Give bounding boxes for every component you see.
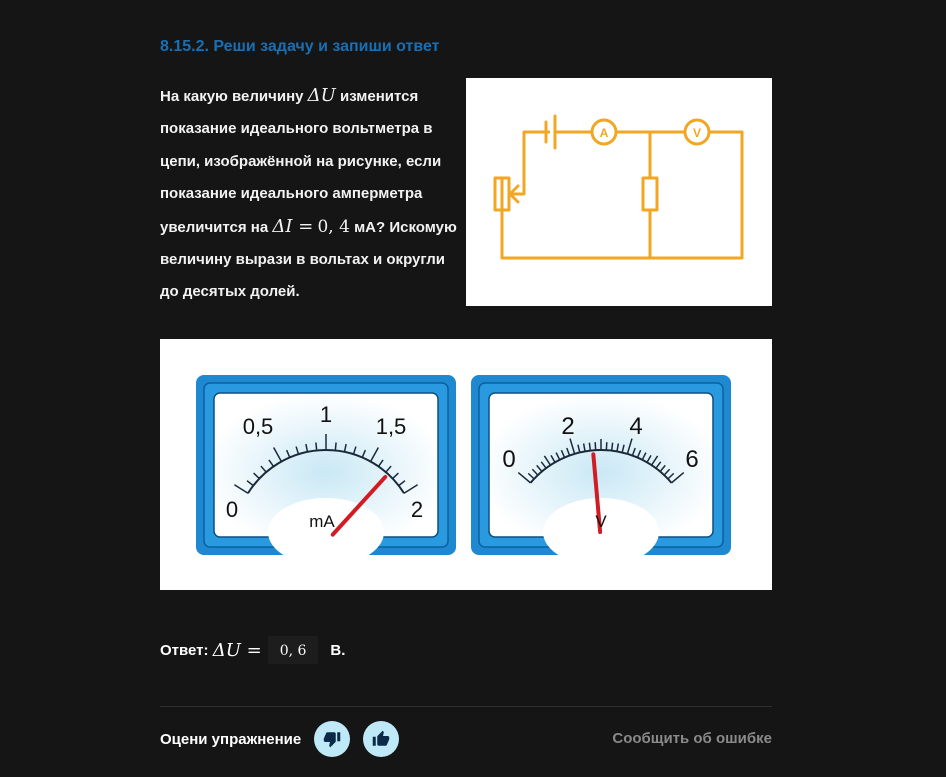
answer-formula: ΔU = xyxy=(212,639,262,661)
answer-label: Ответ: xyxy=(160,641,209,659)
voltmeter-tick xyxy=(612,443,613,451)
thumbs-up-icon xyxy=(372,730,390,748)
exercise-title: 8.15.2. Реши задачу и запиши ответ xyxy=(160,38,440,55)
rate-label: Оцени упражнение xyxy=(160,730,302,748)
ammeter-unit: mA xyxy=(309,512,335,531)
voltmeter-label-6: 6 xyxy=(685,446,699,473)
voltmeter-label-0: 0 xyxy=(502,446,516,473)
voltmeter-symbol: V xyxy=(692,126,702,140)
delta-i-symbol: ΔI = xyxy=(272,215,314,237)
problem-text-part3: мА? Искомую величину вырази в вольтах и округли до десятых долей. xyxy=(160,218,457,301)
answer-input[interactable]: 0, 6 xyxy=(268,636,319,664)
circuit-diagram xyxy=(466,78,772,306)
ammeter-symbol: A xyxy=(599,126,609,140)
problem-text-part1: На какую величину xyxy=(160,88,308,105)
report-error-link[interactable]: Сообщить об ошибке xyxy=(612,730,772,747)
voltmeter-tick xyxy=(589,443,590,451)
ammeter-label-2: 2 xyxy=(410,497,424,522)
meters-figure xyxy=(160,339,772,590)
delta-i-value: 0, 4 xyxy=(317,216,350,237)
divider xyxy=(160,706,772,707)
ammeter-label-1-5: 1,5 xyxy=(375,414,407,439)
problem-text xyxy=(160,80,460,309)
voltmeter-label-2: 2 xyxy=(561,413,575,440)
thumbs-down-icon xyxy=(323,730,341,748)
voltmeter-label-4: 4 xyxy=(629,413,643,440)
ammeter-tick xyxy=(335,443,336,451)
ammeter xyxy=(196,375,456,566)
voltmeter-unit: V xyxy=(595,512,607,531)
answer-row xyxy=(160,636,345,664)
ammeter-label-0-5: 0,5 xyxy=(242,414,274,439)
rating-bar xyxy=(160,721,399,757)
voltmeter xyxy=(471,375,731,566)
delta-u-symbol: ΔU xyxy=(307,85,336,106)
ammeter-tick xyxy=(316,443,317,451)
answer-unit: В. xyxy=(330,641,346,659)
ammeter-label-0: 0 xyxy=(225,497,239,522)
ammeter-label-1: 1 xyxy=(319,402,333,427)
like-button[interactable] xyxy=(363,721,399,757)
problem-text-part2: изменится показание идеального вольтметра в цепи, изображённой на рисунке, если показание идеального амперметра увеличится на xyxy=(160,88,442,236)
dislike-button[interactable] xyxy=(314,721,350,757)
